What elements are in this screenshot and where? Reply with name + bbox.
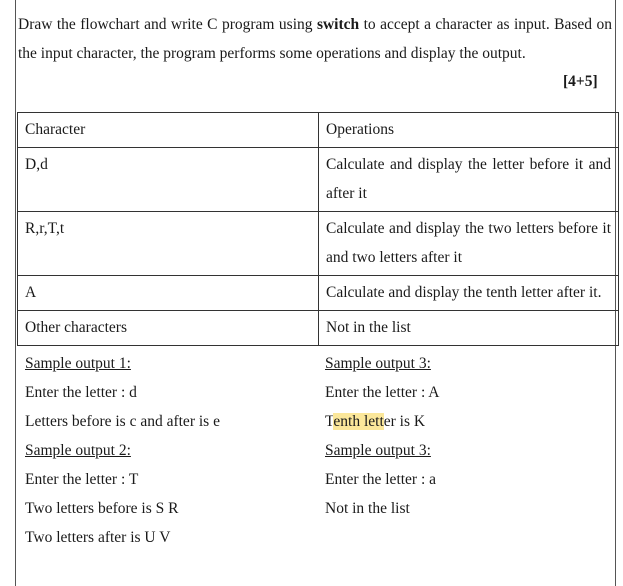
sample-1-title: Sample output 1:	[25, 355, 131, 372]
sample-3a-line-2-end: er is K	[383, 413, 426, 430]
sample-1-line-2: Letters before is c and after is e	[25, 413, 220, 430]
header-operations: Operations	[319, 113, 619, 148]
header-character: Character	[18, 113, 319, 148]
sample-3a-title: Sample output 3:	[325, 355, 431, 372]
row-operation: Calculate and display the two letters before it and two letters after it	[319, 212, 619, 276]
sample-3a-line-2	[325, 407, 605, 436]
sample-2-line-2: Two letters before is S R	[25, 500, 179, 517]
sample-3a-line-1: Enter the letter : A	[325, 384, 440, 401]
sample-3b-line-2: Not in the list	[325, 500, 410, 517]
question-part1: Draw the flowchart and write C program using	[18, 16, 317, 33]
sample-2-title: Sample output 2:	[25, 442, 131, 459]
row-character: Other characters	[18, 311, 319, 346]
sample-1-line-1: Enter the letter : d	[25, 384, 137, 401]
question-part2: to accept a character as input. Based on the input character, the program performs some operations and display the output.	[18, 16, 612, 62]
question-text	[18, 10, 612, 68]
sample-3b-line-1: Enter the letter : a	[325, 471, 437, 488]
samples-left-column	[25, 349, 305, 552]
highlighted-text: enth lett	[333, 413, 384, 430]
sample-2-line-3: Two letters after is U V	[25, 529, 171, 546]
operations-table	[17, 112, 619, 346]
row-character: A	[18, 276, 319, 311]
row-operation: Not in the list	[319, 311, 619, 346]
row-operation: Calculate and display the letter before it and after it	[319, 148, 619, 212]
sample-2-line-1: Enter the letter : T	[25, 471, 139, 488]
sample-3b-title: Sample output 3:	[325, 442, 431, 459]
table-row	[18, 311, 619, 346]
row-character: R,r,T,t	[18, 212, 319, 276]
table-row	[18, 276, 619, 311]
table-row	[18, 148, 619, 212]
table-header-row	[18, 113, 619, 148]
table-row	[18, 212, 619, 276]
row-character: D,d	[18, 148, 319, 212]
row-operation: Calculate and display the tenth letter after it.	[319, 276, 619, 311]
sample-3a-line-2-start: T	[325, 413, 334, 430]
samples-right-column	[325, 349, 605, 523]
page-border-left	[15, 0, 16, 586]
question-bold-keyword: switch	[316, 16, 360, 33]
question-marks: [4+5]	[563, 73, 598, 90]
